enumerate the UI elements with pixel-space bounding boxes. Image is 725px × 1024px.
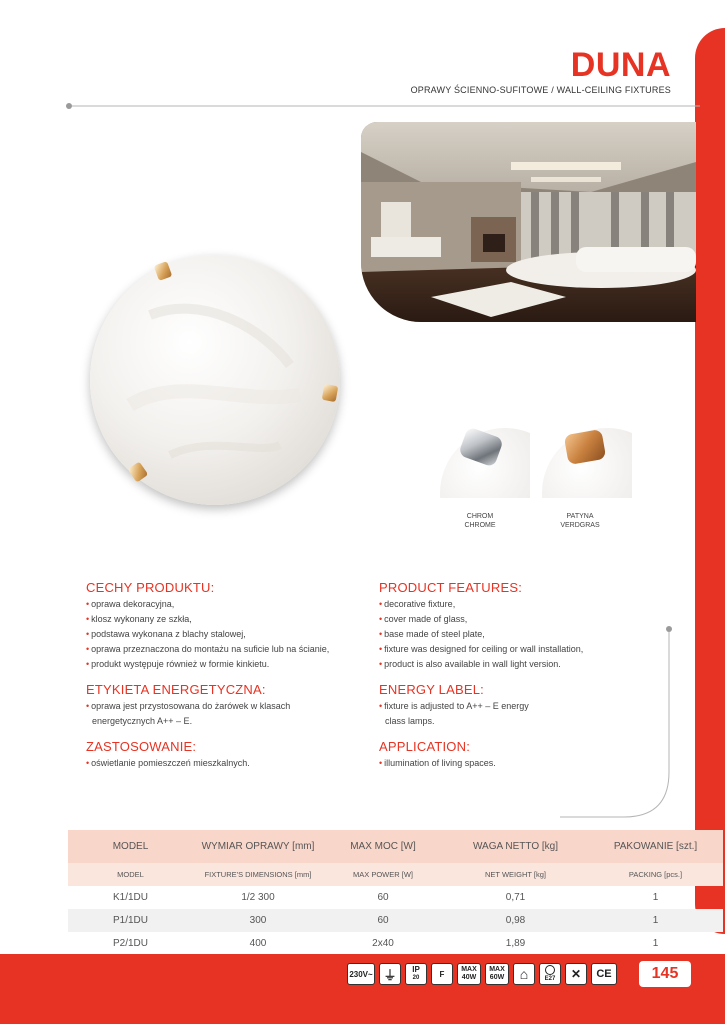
features-heading-en: PRODUCT FEATURES: — [379, 580, 523, 595]
energy-heading-pl: ETYKIETA ENERGETYCZNA: — [86, 682, 266, 697]
table-cell: 1 — [652, 938, 659, 949]
list-item: • oświetlanie pomieszczeń mieszkalnych. — [86, 756, 366, 771]
specs-table — [68, 830, 723, 955]
table-header-cell: FIXTURE'S DIMENSIONS [mm] — [193, 863, 323, 886]
max-60w-icon: MAX 60W — [485, 963, 509, 985]
list-item: • klosz wykonany ze szkła, — [86, 612, 366, 627]
table-header-cell: PACKING [pcs.] — [588, 863, 723, 886]
table-cell: 60 — [377, 892, 389, 903]
table-header-cell: MAX POWER [W] — [323, 863, 443, 886]
table-row — [68, 909, 723, 932]
application-heading-pl: ZASTOSOWANIE: — [86, 739, 197, 754]
table-subheader-row — [68, 863, 723, 886]
table-cell: 1 — [652, 892, 659, 903]
product-title: DUNA — [570, 46, 671, 84]
max-40w-icon: MAX 40W — [457, 963, 481, 985]
list-item: • cover made of glass, — [379, 612, 649, 627]
interior-photo — [361, 122, 696, 322]
table-header-cell: MODEL — [68, 863, 193, 886]
table-cell: 60 — [323, 909, 443, 932]
table-cell: 1,89 — [505, 938, 526, 949]
page-number: 145 — [639, 961, 691, 987]
table-header-cell: WYMIAR OPRAWY [mm] — [193, 830, 323, 863]
table-cell: 1 — [588, 909, 723, 932]
list-item: • oprawa przeznaczona do montażu na suficie lub na ścianie, — [86, 642, 366, 657]
energy-heading-en: ENERGY LABEL: — [379, 682, 484, 697]
list-item: • product is also available in wall light version. — [379, 657, 649, 672]
product-category: OPRAWY ŚCIENNO-SUFITOWE / WALL-CEILING FIXTURES — [410, 85, 671, 95]
list-item: • produkt występuje również w formie kinkietu. — [86, 657, 366, 672]
list-item: • podstawa wykonana z blachy stalowej, — [86, 627, 366, 642]
features-heading-pl: CECHY PRODUKTU: — [86, 580, 215, 595]
table-header-row — [68, 830, 723, 863]
table-cell: 2x40 — [372, 938, 394, 949]
finish-label-chrome: CHROM CHROME — [464, 513, 496, 529]
list-item-continued: class lamps. — [385, 716, 435, 726]
application-heading-en: APPLICATION: — [379, 739, 471, 754]
list-item: • base made of steel plate, — [379, 627, 649, 642]
finish-swatch-patina — [542, 428, 632, 498]
list-item: • fixture was designed for ceiling or wall installation, — [379, 642, 649, 657]
list-item: • oprawa jest przystosowana do żarówek w klasach — [86, 699, 366, 714]
table-cell: 1/2 300 — [241, 892, 275, 903]
lamp-clip — [322, 384, 339, 402]
spec-icons — [347, 963, 617, 985]
table-cell: P2/1DU — [112, 938, 148, 949]
list-item: • decorative fixture, — [379, 597, 649, 612]
table-header-cell: NET WEIGHT [kg] — [443, 863, 588, 886]
voltage-icon: 230V~ — [347, 963, 375, 985]
ce-mark-icon: CE — [591, 963, 617, 985]
polish-column — [86, 580, 366, 771]
list-item: • oprawa dekoracyjna, — [86, 597, 366, 612]
table-header-cell: MODEL — [68, 830, 193, 863]
no-dimmer-icon: ✕ — [565, 963, 587, 985]
table-cell: 0,71 — [505, 892, 526, 903]
table-cell: 300 — [193, 909, 323, 932]
table-cell: 400 — [249, 938, 267, 949]
table-row — [68, 886, 723, 909]
table-row — [68, 932, 723, 955]
red-side-tab — [695, 28, 725, 934]
table-header-cell: WAGA NETTO [kg] — [443, 830, 588, 863]
table-header-cell: MAX MOC [W] — [323, 830, 443, 863]
finish-swatch-chrome — [440, 428, 530, 498]
header-divider — [64, 100, 704, 112]
table-cell: K1/1DU — [112, 892, 148, 903]
list-item-continued: energetycznych A++ – E. — [92, 716, 193, 726]
table-cell: P1/1DU — [68, 909, 193, 932]
list-item: • fixture is adjusted to A++ – E energy — [379, 699, 649, 714]
ip20-icon: IP 20 — [405, 963, 427, 985]
e27-bulb-icon: E27 — [539, 963, 561, 985]
lamp-glass-texture — [90, 255, 340, 505]
earth-ground-icon: ⏚ — [379, 963, 401, 985]
finish-label-patina: PATYNA VERDGRAS — [560, 513, 600, 529]
list-item: • illumination of living spaces. — [379, 756, 649, 771]
indoor-house-icon: ⌂ — [513, 963, 535, 985]
english-column — [379, 580, 649, 771]
table-cell: 0,98 — [443, 909, 588, 932]
flammable-surface-icon: F — [431, 963, 453, 985]
table-header-cell: PAKOWANIE [szt.] — [588, 830, 723, 863]
